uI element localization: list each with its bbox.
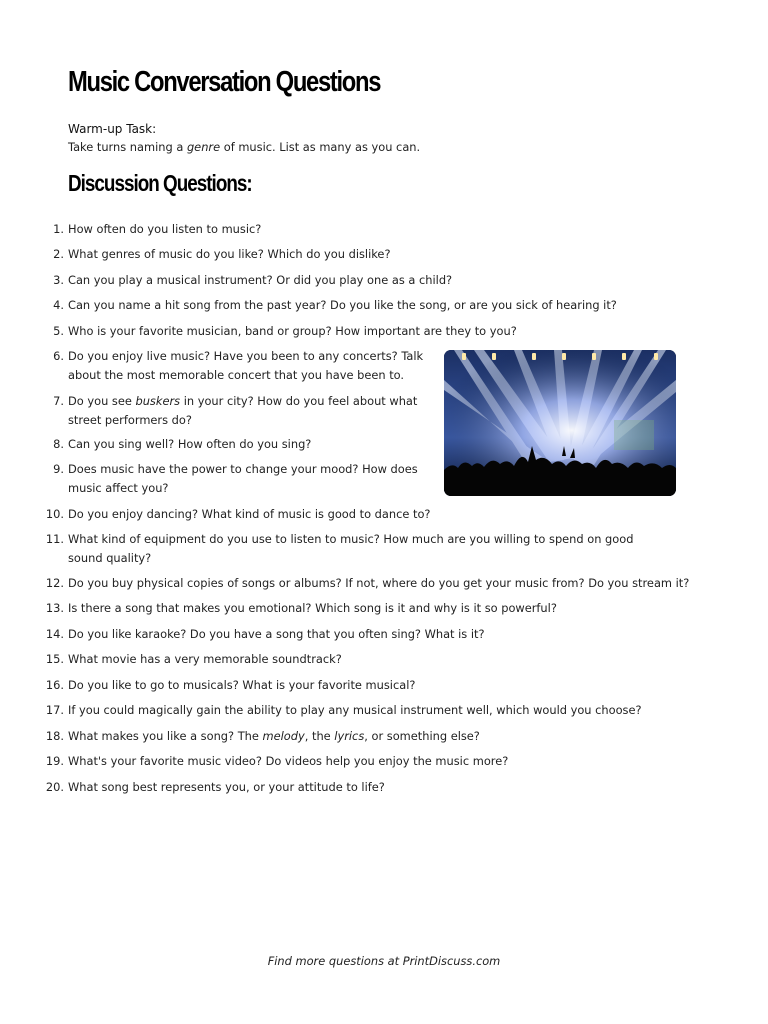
question-text-part: If you could magically gain the ability to play any musical instrument well, which would you choose? — [68, 703, 642, 717]
question-text — [68, 347, 438, 384]
question-number: 19. — [45, 754, 64, 768]
question-text-part: , the — [304, 729, 335, 743]
question-number: 2. — [53, 247, 64, 261]
question-text — [68, 599, 557, 618]
question-number: 16. — [45, 678, 64, 692]
question-text — [68, 271, 452, 290]
question-text — [68, 625, 485, 644]
warmup-text — [68, 140, 420, 154]
question-number: 4. — [53, 298, 64, 312]
question-text-part: Do you like karaoke? Do you have a song that you often sing? What is it? — [68, 627, 485, 641]
question-text-part: in your city? How do you feel about what street performers do? — [68, 394, 418, 427]
question-text — [68, 701, 642, 720]
question-text — [68, 220, 261, 239]
warmup-heading: Warm-up Task: — [68, 122, 157, 136]
warmup-text-after: of music. List as many as you can. — [220, 140, 421, 154]
question-text — [68, 245, 391, 264]
question-number: 13. — [45, 601, 64, 615]
question-text-part: What song best represents you, or your attitude to life? — [68, 780, 385, 794]
question-text-part: Do you see — [68, 394, 136, 408]
question-text — [68, 752, 508, 771]
warmup-text-emphasis: genre — [186, 140, 221, 154]
question-text — [68, 392, 438, 429]
question-text — [68, 505, 430, 524]
question-text — [68, 574, 689, 593]
question-number: 20. — [45, 780, 64, 794]
question-number: 15. — [45, 652, 64, 666]
question-text — [68, 460, 438, 497]
question-emphasis: melody — [262, 729, 305, 743]
question-number: 14. — [45, 627, 64, 641]
question-text — [68, 530, 644, 567]
question-number: 1. — [53, 222, 64, 236]
question-number: 9. — [53, 462, 64, 476]
question-text-part: What movie has a very memorable soundtrack? — [68, 652, 342, 666]
question-text-part: What's your favorite music video? Do videos help you enjoy the music more? — [68, 754, 509, 768]
question-text — [68, 435, 311, 454]
question-text-part: Do you enjoy live music? Have you been to any concerts? Talk about the most memorable concert that you have been to. — [68, 349, 424, 382]
footer: Find more questions at PrintDiscuss.com — [267, 954, 501, 968]
question-number: 10. — [45, 507, 64, 521]
question-text-part: What kind of equipment do you use to listen to music? How much are you willing to spend on good sound quality? — [68, 532, 634, 565]
question-text-part: What genres of music do you like? Which do you dislike? — [68, 247, 391, 261]
question-text-part: Do you buy physical copies of songs or albums? If not, where do you get your music from? Do you stream it? — [68, 576, 690, 590]
discussion-heading: Discussion Questions: — [68, 170, 252, 196]
concert-photo-graphic — [444, 350, 676, 496]
question-text-part: Who is your favorite musician, band or group? How important are they to you? — [68, 324, 517, 338]
question-number: 7. — [53, 394, 64, 408]
question-text — [68, 322, 517, 341]
question-emphasis: buskers — [135, 394, 181, 408]
question-number: 3. — [53, 273, 64, 287]
question-text-part: Does music have the power to change your mood? How does music affect you? — [68, 462, 418, 495]
question-text — [68, 676, 415, 695]
question-number: 11. — [45, 532, 64, 546]
question-number: 12. — [45, 576, 64, 590]
question-text-part: How often do you listen to music? — [68, 222, 262, 236]
question-text-part: What makes you like a song? The — [68, 729, 263, 743]
question-text-part: Is there a song that makes you emotional? Which song is it and why is it so powerful? — [68, 601, 557, 615]
question-emphasis: lyrics — [334, 729, 365, 743]
question-text — [68, 296, 617, 315]
concert-photo — [444, 350, 676, 496]
question-text — [68, 778, 385, 797]
question-text-part: , or something else? — [364, 729, 480, 743]
question-number: 17. — [45, 703, 64, 717]
question-number: 5. — [53, 324, 64, 338]
question-text — [68, 650, 342, 669]
question-number: 6. — [53, 349, 64, 363]
question-text-part: Do you enjoy dancing? What kind of music is good to dance to? — [68, 507, 431, 521]
question-number: 8. — [53, 437, 64, 451]
question-text-part: Can you play a musical instrument? Or did you play one as a child? — [68, 273, 453, 287]
warmup-text-before: Take turns naming a — [68, 140, 187, 154]
question-text-part: Can you name a hit song from the past year? Do you like the song, or are you sick of hearing it? — [68, 298, 617, 312]
page-title: Music Conversation Questions — [68, 66, 381, 98]
question-text-part: Can you sing well? How often do you sing? — [68, 437, 312, 451]
question-text-part: Do you like to go to musicals? What is your favorite musical? — [68, 678, 416, 692]
question-number: 18. — [45, 729, 64, 743]
question-text — [68, 727, 480, 746]
